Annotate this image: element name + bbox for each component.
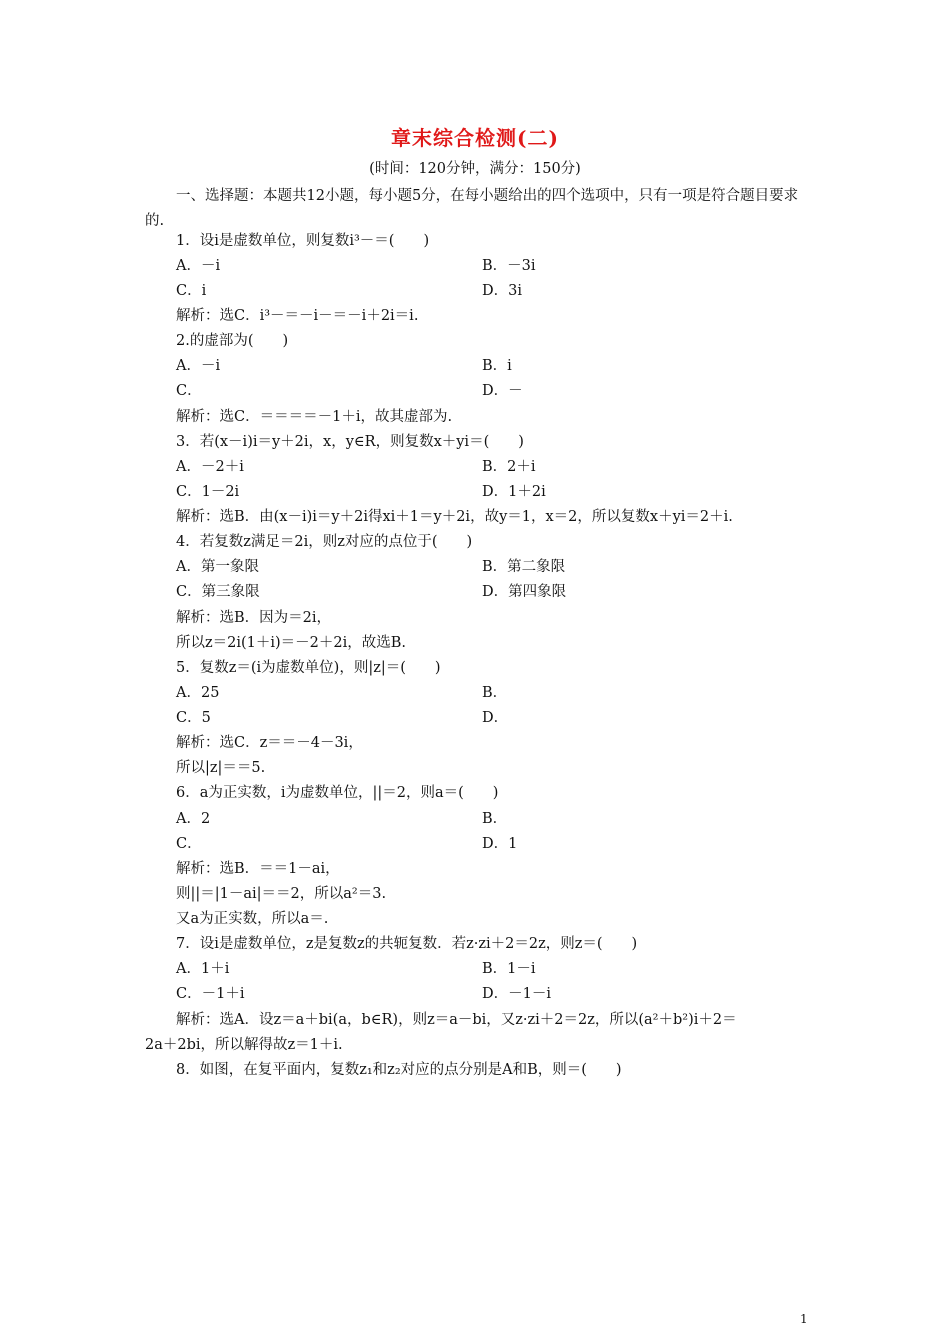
q4-option-b: B．第二象限: [482, 559, 566, 575]
q3-option-d: D．1＋2i: [482, 484, 546, 500]
q3-option-c: C．1－2i: [176, 484, 240, 500]
q2-stem: 2.的虚部为( ): [176, 333, 289, 349]
q6-option-d: D．1: [482, 836, 518, 852]
q5-option-a: A．25: [176, 685, 220, 701]
q4-option-a: A．第一象限: [176, 559, 259, 575]
q1-option-c: C．i: [176, 283, 207, 299]
q5-option-d: D．: [482, 710, 509, 726]
q3-option-b: B．2＋i: [482, 459, 536, 475]
q6-solution-line3: 又a为正实数，所以a＝.: [176, 911, 329, 927]
q6-option-b: B．: [482, 811, 508, 827]
page-title: 章末综合检测(二): [391, 126, 559, 150]
q3-stem: 3．若(x－i)i＝y＋2i，x，y∈R，则复数x＋yi＝( ): [176, 434, 524, 450]
q6-option-c: C．: [176, 836, 202, 852]
q6-stem: 6．a为正实数，i为虚数单位，||＝2，则a＝( ): [176, 785, 499, 801]
q4-stem: 4．若复数z满足＝2i，则z对应的点位于( ): [176, 534, 473, 550]
q1-solution: 解析：选C．i³－＝－i－＝－i＋2i＝i.: [176, 308, 419, 324]
q8-stem: 8．如图，在复平面内，复数z₁和z₂对应的点分别是A和B，则＝( ): [176, 1062, 622, 1078]
q3-option-a: A．－2＋i: [176, 459, 244, 475]
q4-option-d: D．第四象限: [482, 584, 567, 600]
q2-option-a: A．－i: [176, 358, 221, 374]
q5-stem: 5．复数z＝(i为虚数单位)，则|z|＝( ): [176, 660, 441, 676]
q1-option-a: A．－i: [176, 258, 221, 274]
section-intro: 一、选择题：本题共12小题，每小题5分，在每小题给出的四个选项中，只有一项是符合题目要求的.: [145, 188, 799, 229]
page-number: 1: [800, 1312, 808, 1326]
q1-option-b: B．－3i: [482, 258, 536, 274]
q7-option-b: B．1－i: [482, 961, 536, 977]
q1-option-d: D．3i: [482, 283, 522, 299]
q5-option-b: B．: [482, 685, 508, 701]
q5-solution-line2: 所以|z|＝＝5.: [176, 760, 266, 776]
q4-option-c: C．第三象限: [176, 584, 260, 600]
q1-stem: 1．设i是虚数单位，则复数i³－＝( ): [176, 233, 430, 249]
q4-solution-line1: 解析：选B．因为＝2i，: [176, 610, 332, 626]
q2-option-d: D．－: [482, 383, 523, 399]
q5-solution-line1: 解析：选C．z＝＝－4－3i，: [176, 735, 363, 751]
q2-option-b: B．i: [482, 358, 512, 374]
q7-stem: 7．设i是虚数单位，z是复数z的共轭复数．若z·zi＋2＝2z，则z＝( ): [176, 936, 638, 952]
q2-solution: 解析：选C．＝＝＝＝－1＋i，故其虚部为.: [176, 409, 453, 425]
page-subtitle: (时间：120分钟，满分：150分): [369, 161, 581, 177]
q6-solution-line1: 解析：选B．＝＝1－ai，: [176, 861, 340, 877]
q7-option-a: A．1＋i: [176, 961, 230, 977]
q4-solution-line2: 所以z＝2i(1＋i)＝－2＋2i，故选B.: [176, 635, 407, 651]
q3-solution: 解析：选B．由(x－i)i＝y＋2i得xi＋1＝y＋2i，故y＝1，x＝2，所以复数x＋yi＝2＋i.: [176, 509, 733, 525]
q7-option-c: C．－1＋i: [176, 986, 245, 1002]
q7-solution-line2: 2a＋2bi，所以解得故z＝1＋i.: [145, 1037, 343, 1053]
q6-solution-line2: 则||＝|1－ai|＝＝2，所以a²＝3.: [176, 886, 387, 902]
q7-option-d: D．－1－i: [482, 986, 551, 1002]
q7-solution-line1: 解析：选A．设z＝a＋bi(a，b∈R)，则z＝a－bi，又z·zi＋2＝2z，所以(a²＋b²)i＋2＝: [176, 1012, 737, 1028]
q6-option-a: A．2: [176, 811, 211, 827]
q5-option-c: C．5: [176, 710, 211, 726]
q2-option-c: C．: [176, 383, 202, 399]
